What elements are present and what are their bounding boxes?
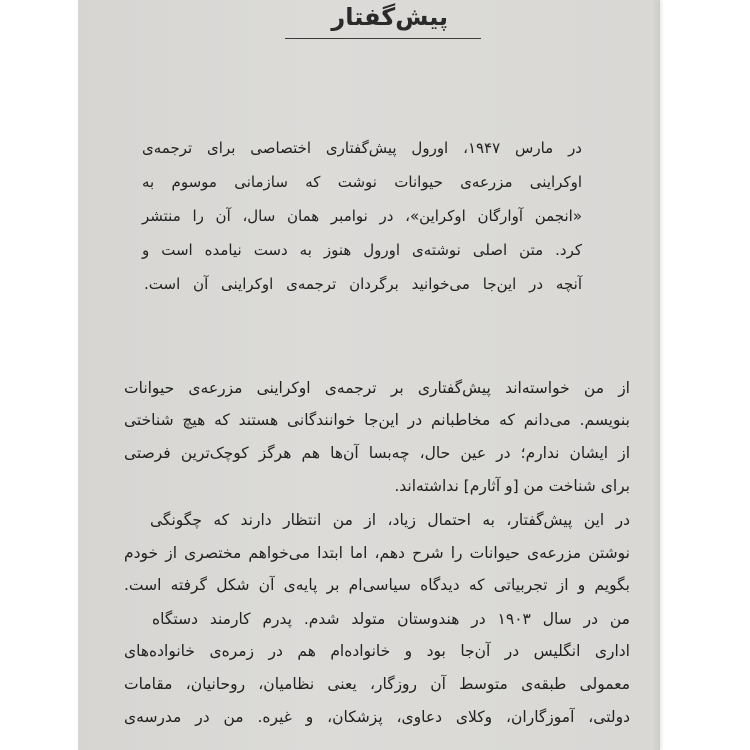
- body-line: در این پیش‌گفتار، به احتمال زیاد، از من انتظار دارند که چگونگی: [150, 511, 630, 529]
- body-line: برای شناخت من [و آثارم] نداشته‌اند.: [394, 477, 630, 495]
- body-line: نوشتن مزرعه‌ی حیوانات را شرح دهم، اما ابتدا می‌خواهم مختصری از خودم: [124, 544, 630, 562]
- body-line: من در سال ۱۹۰۳ در هندوستان متولد شدم. پدرم کارمند دستگاه: [152, 610, 630, 628]
- body-line: از ایشان ندارم؛ در عین حال، چه‌بسا آن‌ها هم هرگز کوچک‌ترین فرصتی: [124, 444, 630, 462]
- body-line: اداری انگلیس در آن‌جا بود و خانواده‌ام هم در زمره‌ی خانواده‌های: [124, 642, 630, 660]
- title-underline: [285, 38, 481, 39]
- body-line: دولتی، آموزگاران، وکلای دعاوی، پزشکان، و غیره. من در مدرسه‌ی: [124, 708, 630, 726]
- intro-line: «انجمن آوارگان اوکراین»، در نوامبر همان سال، آن را منتشر: [142, 207, 582, 225]
- body-line: از من خواسته‌اند پیش‌گفتاری بر ترجمه‌ی اوکراینی مزرعه‌ی حیوانات: [124, 379, 630, 397]
- body-line: بنویسم. می‌دانم که مخاطبانم در این‌جا خوانندگانی هستند که هیچ شناختی: [124, 411, 630, 429]
- intro-line: اوکراینی مزرعه‌ی حیوانات نوشت که سازمانی موسوم به: [142, 173, 582, 191]
- body-line: بگویم و از تجربیاتی که دیدگاه سیاسی‌ام بر پایه‌ی آن شکل گرفته است.: [124, 576, 630, 594]
- book-page: [78, 0, 660, 750]
- intro-line: در مارس ۱۹۴۷، اورول پیش‌گفتاری اختصاصی برای ترجمه‌ی: [142, 139, 582, 157]
- intro-line: آنچه در این‌جا می‌خوانید برگردان ترجمه‌ی اوکراینی آن است.: [144, 275, 582, 293]
- chapter-title: پیش‌گفتار: [331, 3, 448, 31]
- body-line: معمولی طبقه‌ی متوسط آن روزگار، یعنی نظامیان، روحانیان، مقامات: [124, 675, 630, 693]
- intro-line: کرد. متن اصلی نوشته‌ی اورول هنوز به دست نیامده است و: [142, 241, 582, 259]
